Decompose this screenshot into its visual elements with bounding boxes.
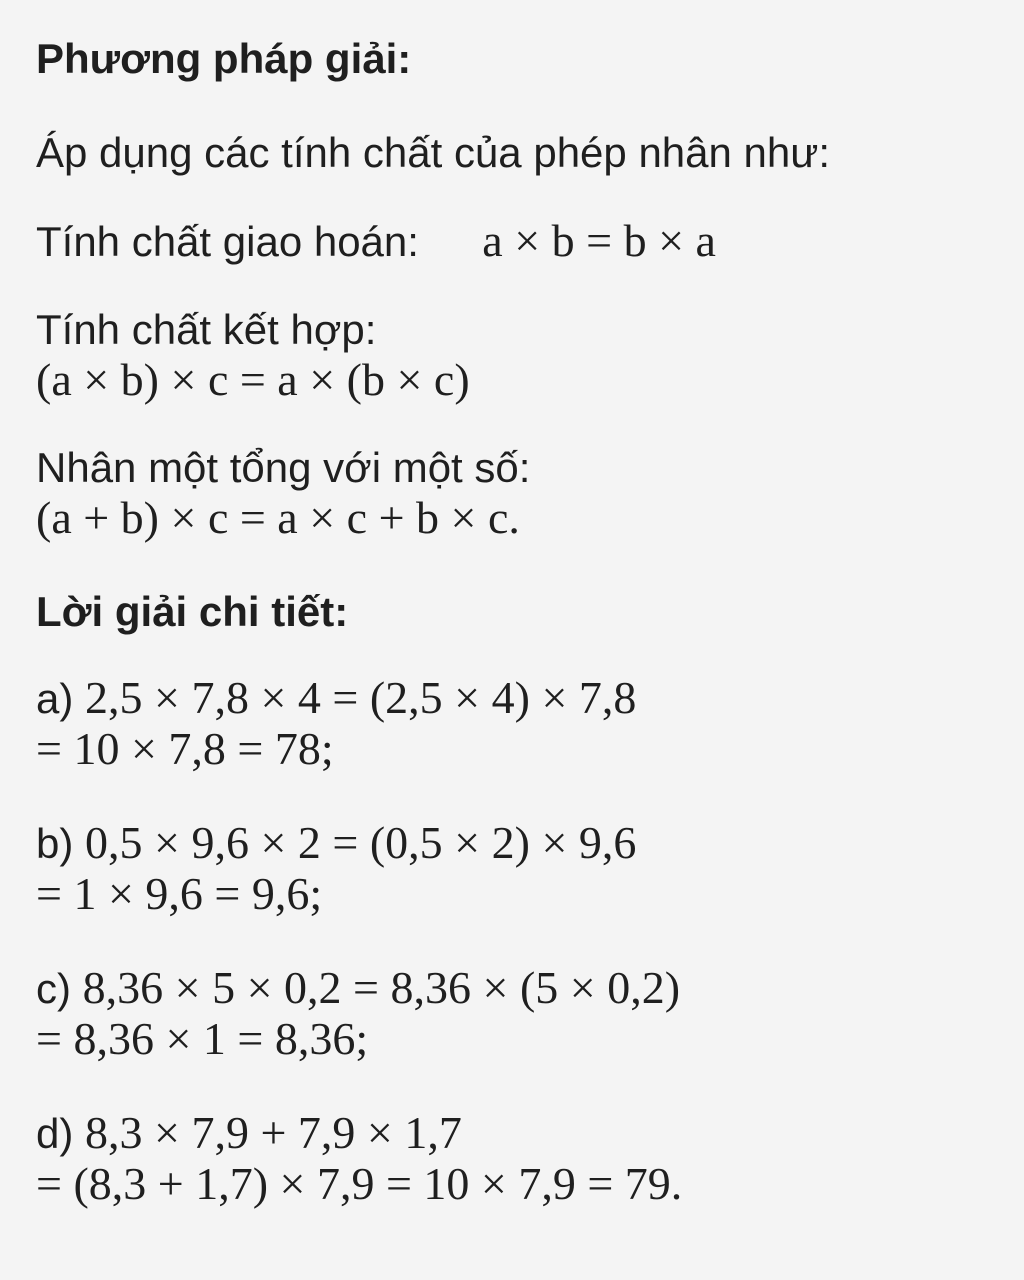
part-d-line1: 8,3 × 7,9 + 7,9 × 1,7: [85, 1107, 462, 1158]
part-b-label: b): [36, 820, 74, 867]
part-d: [36, 1108, 988, 1209]
part-a-line1: 2,5 × 7,8 × 4 = (2,5 × 4) × 7,8: [85, 672, 637, 723]
commutative-property: [36, 216, 988, 267]
associative-formula: (a × b) × c = a × (b × c): [36, 354, 470, 405]
part-a: [36, 673, 988, 774]
part-d-label: d): [36, 1110, 74, 1157]
solution-heading: Lời giải chi tiết:: [36, 588, 349, 635]
part-c-line2: = 8,36 × 1 = 8,36;: [36, 1013, 369, 1064]
associative-label: Tính chất kết hợp:: [36, 306, 377, 353]
commutative-formula: a × b = b × a: [482, 215, 716, 266]
commutative-label: Tính chất giao hoán:: [36, 218, 419, 265]
part-c: [36, 963, 988, 1064]
part-c-label: c): [36, 965, 71, 1012]
part-b-line1: 0,5 × 9,6 × 2 = (0,5 × 2) × 9,6: [85, 817, 637, 868]
part-d-line2: = (8,3 + 1,7) × 7,9 = 10 × 7,9 = 79.: [36, 1158, 683, 1209]
method-heading: Phương pháp giải:: [36, 35, 412, 82]
part-b-line2: = 1 × 9,6 = 9,6;: [36, 868, 323, 919]
part-a-label: a): [36, 675, 74, 722]
intro-text: Áp dụng các tính chất của phép nhân như:: [36, 129, 831, 176]
distributive-label: Nhân một tổng với một số:: [36, 444, 531, 491]
part-b: [36, 818, 988, 919]
distributive-formula: (a + b) × c = a × c + b × c.: [36, 492, 520, 543]
part-a-line2: = 10 × 7,8 = 78;: [36, 723, 334, 774]
part-c-line1: 8,36 × 5 × 0,2 = 8,36 × (5 × 0,2): [82, 962, 681, 1013]
